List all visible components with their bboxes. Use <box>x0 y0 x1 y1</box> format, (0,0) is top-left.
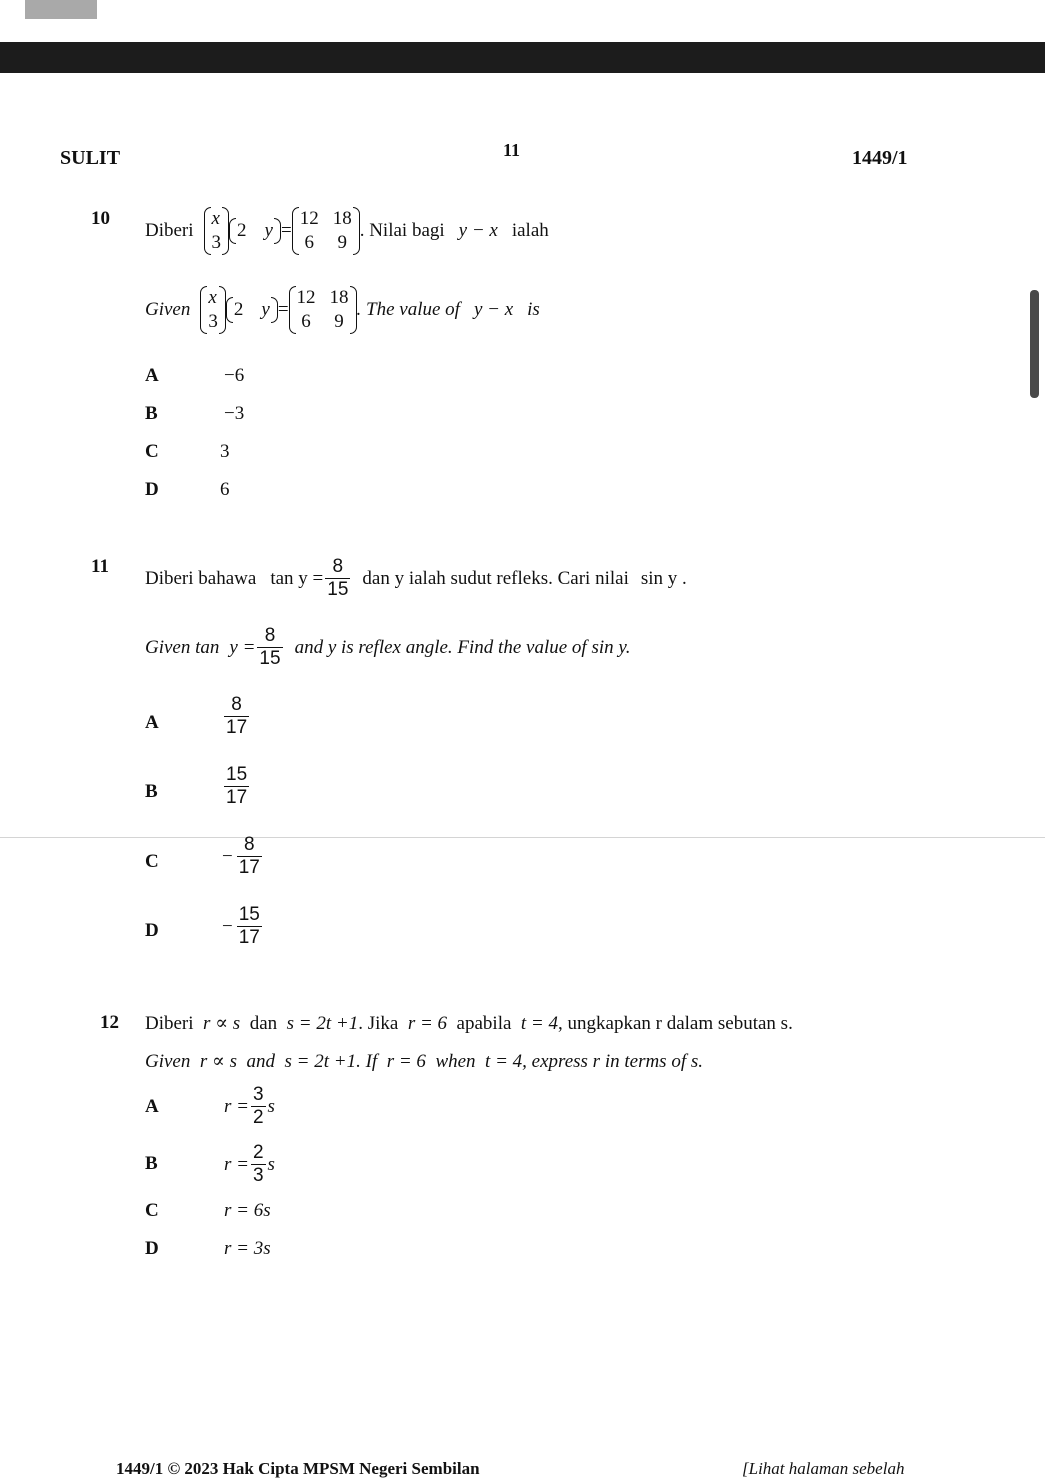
q11-en-tail: and y is reflex angle. Find the value of sin y. <box>294 636 631 658</box>
q10-row-b: y <box>264 220 273 241</box>
q11-option-a-fraction <box>224 694 249 739</box>
page-break-line <box>0 837 1045 838</box>
q10-m22: 9 <box>337 232 347 253</box>
q10-bm-intro: Diberi <box>145 220 194 241</box>
q10-option-c-letter[interactable]: C <box>145 441 159 462</box>
q12-option-a-value <box>224 1084 275 1129</box>
q12-option-d-letter[interactable]: D <box>145 1238 159 1259</box>
q11-option-b-value <box>220 764 251 809</box>
q11-bm-tan: tan y = <box>270 567 324 589</box>
q12-option-b-rhs: s <box>267 1153 275 1175</box>
q10-en-m22: 9 <box>334 311 344 332</box>
viewer-toolbar <box>0 42 1045 73</box>
q12-number: 12 <box>100 1012 119 1033</box>
q10-row-vector <box>229 220 281 242</box>
q10-col-top: x <box>211 208 220 229</box>
q11-option-d-num: 15 <box>238 904 260 925</box>
q10-bm-expr: y − x <box>458 220 498 241</box>
q10-en-row-a: 2 <box>233 299 244 320</box>
q11-option-b-letter[interactable]: B <box>145 781 158 802</box>
q10-column-vector <box>204 207 230 255</box>
q12-option-a-letter[interactable]: A <box>145 1096 159 1117</box>
q12-bm-line <box>145 1012 793 1035</box>
q10-en-row-b: y <box>261 299 270 320</box>
q12-en-r: r = 6 <box>386 1051 426 1072</box>
q12-option-d-value: r = 3s <box>224 1238 271 1259</box>
q10-col-bottom: 3 <box>211 232 222 253</box>
q11-option-b-den: 17 <box>226 787 248 808</box>
q11-en-num: 8 <box>264 625 276 646</box>
q10-en-column-vector <box>200 286 226 334</box>
q12-en-b: and <box>246 1051 276 1072</box>
q10-en-matrix <box>289 286 357 334</box>
q11-en-intro: Given tan <box>145 636 220 658</box>
q10-en-tail: . The value of <box>356 299 460 320</box>
q10-en-col-bottom: 3 <box>208 311 218 332</box>
q10-option-c-value: 3 <box>220 441 230 462</box>
q11-bm-end: sin y . <box>640 567 687 589</box>
q12-option-b-value <box>224 1142 275 1187</box>
q10-option-a-value: −6 <box>224 365 245 386</box>
q12-option-a-num: 3 <box>252 1084 264 1105</box>
q12-en-d: when <box>435 1051 476 1072</box>
q10-en-end: is <box>527 299 540 320</box>
q12-option-b-fraction <box>251 1142 266 1187</box>
q11-bm-intro: Diberi bahawa <box>145 567 257 589</box>
q10-bm-tail: . Nilai bagi <box>359 220 445 241</box>
q11-en-line <box>145 625 631 670</box>
q10-bm-line: Diberi x 3 2 y = 12 18 6 9 . Nilai bagi y − x ialah <box>145 208 549 253</box>
page-number: 11 <box>503 140 521 160</box>
q12-en-e: , express r in terms of s. <box>522 1051 703 1072</box>
q12-bm-a: Diberi <box>145 1013 194 1034</box>
q10-en-m11: 12 <box>296 287 316 308</box>
q11-option-b-fraction <box>224 764 249 809</box>
q10-option-b-value: −3 <box>224 403 245 424</box>
q10-m11: 12 <box>299 208 319 229</box>
q11-option-d-value <box>222 904 264 949</box>
scrollbar-thumb[interactable] <box>1030 290 1039 398</box>
q11-option-d-letter[interactable]: D <box>145 920 159 941</box>
q12-bm-r: r = 6 <box>407 1013 448 1034</box>
q11-en-y: y = <box>229 636 256 658</box>
q11-option-c-den: 17 <box>238 857 260 878</box>
q10-en-intro: Given <box>145 299 191 320</box>
q12-option-b-letter[interactable]: B <box>145 1153 158 1174</box>
q11-option-c-letter[interactable]: C <box>145 851 159 872</box>
q12-en-c: . If <box>356 1051 378 1072</box>
q12-bm-t: t = 4 <box>520 1013 559 1034</box>
q11-en-fraction <box>257 625 282 670</box>
q11-option-d-fraction <box>237 904 262 949</box>
q12-en-line <box>145 1050 703 1073</box>
q10-number: 10 <box>91 208 110 229</box>
q12-en-t: t = 4 <box>485 1051 523 1072</box>
q12-option-a-lhs: r = <box>224 1095 249 1117</box>
q12-bm-eq: s = 2t +1 <box>286 1013 359 1034</box>
q12-option-b-den: 3 <box>252 1165 264 1186</box>
q12-en-eq: s = 2t +1 <box>284 1051 357 1072</box>
q11-option-a-value <box>220 694 251 739</box>
footer-copyright <box>116 1459 480 1479</box>
q11-bm-tail: dan y ialah sudut refleks. Cari nilai <box>362 567 629 589</box>
q11-option-a-letter[interactable]: A <box>145 712 159 733</box>
footer-left: 1449/1 © 2023 Hak Cipta MPSM Negeri Sembilan <box>116 1459 480 1478</box>
q11-bm-line <box>145 556 687 601</box>
q10-row-a: 2 <box>237 220 247 241</box>
q11-option-d-sign: − <box>222 915 233 937</box>
q10-en-row-vector <box>226 299 278 321</box>
q10-en-line: Given x 3 2 y = 12 18 6 9 . The value of y − x is <box>145 287 540 332</box>
q12-option-c-value: r = 6s <box>224 1200 271 1221</box>
q11-option-c-sign: − <box>222 845 233 867</box>
q11-option-c-fraction <box>237 834 262 879</box>
q11-option-c-num: 8 <box>244 834 255 855</box>
q11-bm-den: 15 <box>327 579 349 600</box>
q10-option-a-letter[interactable]: A <box>145 365 159 386</box>
footer-next-page: [Lihat halaman sebelah <box>742 1459 905 1478</box>
paper-code: 1449/1 <box>852 147 908 169</box>
q10-bm-end: ialah <box>511 220 549 241</box>
q11-option-c-value <box>222 834 264 879</box>
q10-option-d-value: 6 <box>220 479 230 500</box>
q12-option-c-letter[interactable]: C <box>145 1200 159 1221</box>
header-sulit: SULIT <box>60 147 121 169</box>
q10-en-m21: 6 <box>301 311 311 332</box>
q10-en-expr: y − x <box>473 299 514 320</box>
q12-option-b-num: 2 <box>252 1142 264 1163</box>
q12-bm-b: dan <box>249 1013 278 1034</box>
q11-en-den: 15 <box>259 648 281 669</box>
q10-matrix <box>292 207 360 255</box>
q12-bm-c: . Jika <box>358 1013 399 1034</box>
q12-option-a-rhs: s <box>267 1095 275 1117</box>
q10-en-col-top: x <box>208 287 217 308</box>
q10-en-m12: 18 <box>329 287 349 308</box>
q11-bm-fraction <box>325 556 350 601</box>
q12-bm-e: , ungkapkan r dalam sebutan s. <box>558 1013 793 1034</box>
q10-m12: 18 <box>332 208 352 229</box>
q11-option-a-den: 17 <box>226 717 248 738</box>
q10-m21: 6 <box>304 232 314 253</box>
q12-option-a-fraction <box>251 1084 266 1129</box>
q12-en-a: Given <box>145 1051 191 1072</box>
q12-option-b-lhs: r = <box>224 1153 249 1175</box>
q11-option-d-den: 17 <box>238 927 260 948</box>
q11-bm-num: 8 <box>332 556 344 577</box>
q12-option-a-den: 2 <box>252 1107 264 1128</box>
top-tab <box>25 0 97 19</box>
q11-option-b-num: 15 <box>226 764 248 785</box>
q11-number: 11 <box>91 556 109 577</box>
q10-option-b-letter[interactable]: B <box>145 403 158 424</box>
q12-bm-d: apabila <box>456 1013 512 1034</box>
q12-bm-prop: r ∝ s <box>203 1013 241 1034</box>
q12-en-prop: r ∝ s <box>199 1051 238 1072</box>
q10-option-d-letter[interactable]: D <box>145 479 159 500</box>
q11-option-a-num: 8 <box>231 694 242 715</box>
